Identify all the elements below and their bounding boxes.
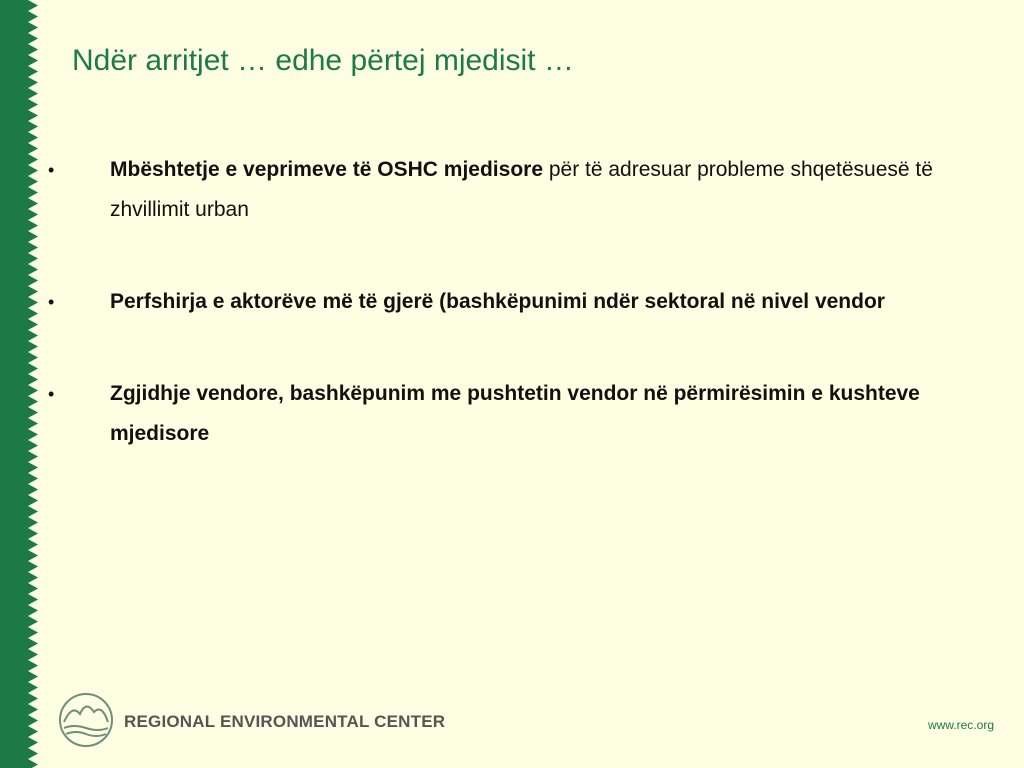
slide-title: Ndër arritjet … edhe përtej mjedisit … bbox=[72, 44, 574, 77]
bullet-normal-text: për të adresuar probleme shqetësuesë të zhvillimit urban bbox=[110, 158, 933, 221]
bullet-list bbox=[46, 150, 946, 506]
bullet-bold-text: Perfshirja e aktorëve më të gjerë (bashkëpunimi ndër sektoral në nivel vendor bbox=[110, 290, 885, 313]
organization-name: REGIONAL ENVIRONMENTAL CENTER bbox=[124, 712, 446, 731]
website-link[interactable]: www.rec.org bbox=[927, 718, 994, 732]
bullet-bold-text: Mbështetje e veprimeve të OSHC mjedisore bbox=[110, 158, 543, 181]
bullet-icon: • bbox=[48, 292, 55, 312]
zigzag-border-icon bbox=[0, 0, 46, 768]
list-item bbox=[46, 374, 946, 454]
list-item bbox=[46, 150, 946, 230]
bullet-icon: • bbox=[48, 160, 55, 180]
rec-logo-icon bbox=[58, 692, 114, 748]
bullet-bold-text: Zgjidhje vendore, bashkëpunim me pushtetin vendor në përmirësimin e kushteve mjedisore bbox=[110, 382, 920, 445]
list-item bbox=[46, 282, 946, 322]
bullet-icon: • bbox=[48, 384, 55, 404]
